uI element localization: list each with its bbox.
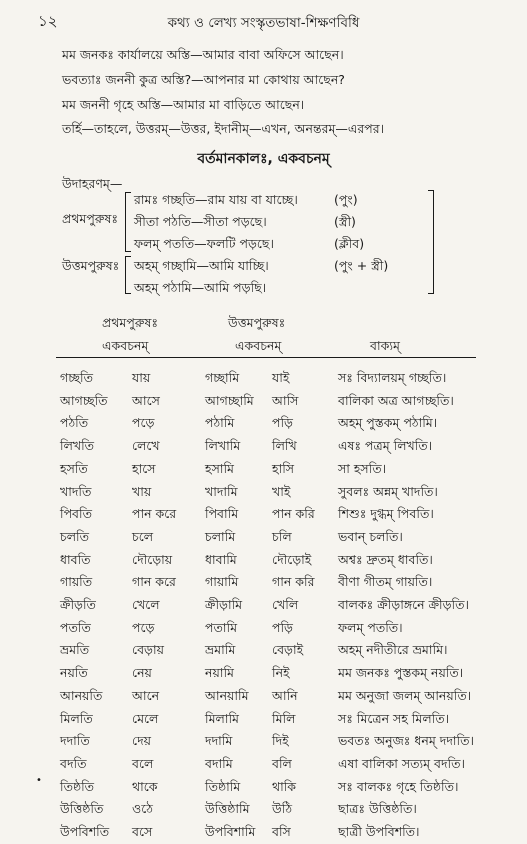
- word-uttama: আনয়ামি: [205, 687, 249, 703]
- word-uttama: উত্তিষ্ঠামি: [205, 801, 250, 817]
- page-number: ১২: [38, 12, 58, 30]
- example-sentence: সীতা পঠতি—সীতা পড়ছে।: [134, 214, 267, 229]
- gender-tag: (পুং + স্ত্রী): [334, 258, 389, 273]
- meaning-prathama: পড়ে: [132, 619, 155, 635]
- word-prathama: উত্তিষ্ঠতি: [60, 801, 104, 817]
- word-prathama: বদতি: [60, 755, 87, 771]
- word-prathama: উপবিশতি: [60, 824, 110, 839]
- meaning-uttama: নিই: [272, 665, 290, 681]
- sub-header: একবচনম্: [102, 338, 149, 353]
- meaning-prathama: থাকে: [132, 778, 158, 794]
- meaning-uttama: বেড়াই: [272, 642, 304, 658]
- word-uttama: নয়ামি: [205, 665, 234, 681]
- group-header-prathama: প্রথমপুরুষঃ: [102, 315, 158, 330]
- meaning-uttama: হাসি: [272, 460, 295, 476]
- sentence: অহম্ পুস্তকম্ পঠামি।: [338, 415, 438, 431]
- word-prathama: চলতি: [60, 528, 90, 544]
- running-header: কথ্য ও লেখ্য সংস্কৃতভাষা-শিক্ষণবিধি: [167, 15, 360, 31]
- sentence: ফলম্ পততি।: [338, 619, 403, 635]
- sentence: সঃ মিত্রেন সহ মিলতি।: [338, 710, 450, 726]
- examples-label: উদাহরণম্—: [62, 176, 123, 191]
- meaning-prathama: ওঠে: [132, 801, 153, 817]
- intro-line: তর্হি—তাহলে, উত্তরম্—উত্তর, ইদানীম্—এখন, অনন্তরম্—এরপর।: [62, 121, 385, 136]
- sentence: ভবান্ চলতি।: [338, 528, 403, 544]
- meaning-uttama: পান করি: [272, 506, 315, 522]
- word-prathama: নয়তি: [60, 665, 88, 681]
- word-uttama: খাদামি: [205, 483, 238, 499]
- word-uttama: পিবামি: [205, 506, 239, 522]
- uttama-label: উত্তমপুরুষঃ: [62, 258, 120, 273]
- word-prathama: হসতি: [60, 460, 88, 476]
- meaning-prathama: চলে: [132, 528, 154, 544]
- word-uttama: মিলামি: [205, 710, 239, 726]
- word-uttama: বদামি: [205, 755, 233, 771]
- meaning-uttama: চলি: [272, 528, 292, 544]
- word-uttama: লিখামি: [205, 438, 241, 454]
- group-header-uttama: উত্তমপুরুষঃ: [228, 315, 286, 330]
- meaning-uttama: আনি: [272, 687, 298, 703]
- example-sentence: ফলম্ পততি—ফলটি পড়ছে।: [134, 236, 274, 251]
- word-prathama: আনয়তি: [60, 687, 103, 703]
- word-uttama: তিষ্ঠামি: [205, 778, 241, 794]
- meaning-prathama: বেড়ায়: [132, 642, 164, 658]
- meaning-prathama: আসে: [132, 392, 160, 408]
- meaning-prathama: বসে: [132, 824, 153, 839]
- meaning-uttama: গান করি: [272, 574, 315, 590]
- gender-tag: (পুং): [334, 192, 358, 207]
- meaning-prathama: হাসে: [132, 460, 156, 476]
- sub-header: বাক্যম্: [370, 338, 400, 353]
- word-prathama: লিখতি: [60, 438, 95, 454]
- header-rule: [56, 357, 476, 358]
- meaning-uttama: খাই: [272, 483, 291, 499]
- meaning-prathama: বলে: [132, 755, 154, 771]
- meaning-prathama: নেয়: [132, 665, 152, 681]
- word-uttama: দদামি: [205, 733, 233, 749]
- sentence: অহম্ নদীতীরে ভ্রমামি।: [338, 642, 448, 658]
- meaning-prathama: লেখে: [132, 438, 160, 454]
- word-prathama: গায়তি: [60, 574, 93, 590]
- sentence: শিশুঃ দুগ্ধম্ পিবতি।: [338, 506, 434, 522]
- word-uttama: পতামি: [205, 619, 238, 635]
- word-prathama: ভ্রমতি: [60, 642, 90, 658]
- meaning-prathama: মেলে: [132, 710, 159, 726]
- word-prathama: ক্রীড়তি: [60, 597, 96, 612]
- word-prathama: মিলতি: [60, 710, 93, 726]
- word-prathama: দদাতি: [60, 733, 90, 749]
- meaning-uttama: পড়ি: [272, 415, 293, 431]
- left-bracket: [125, 256, 131, 294]
- meaning-prathama: খায়: [132, 483, 152, 499]
- gender-tag: (ক্লীব): [334, 236, 365, 251]
- example-sentence: অহম্ গচ্ছামি—আমি যাচ্ছি।: [134, 258, 269, 273]
- word-uttama: ক্রীড়ামি: [205, 597, 243, 612]
- sentence: সঃ বিদ্যালয়ম্ গচ্ছতি।: [338, 370, 447, 385]
- word-prathama: খাদতি: [60, 483, 92, 499]
- page-mark: •: [36, 775, 42, 786]
- meaning-prathama: পান করে: [132, 506, 177, 522]
- word-uttama: উপবিশামি: [205, 824, 256, 839]
- meaning-prathama: দেয়: [132, 733, 152, 749]
- meaning-prathama: গান করে: [132, 574, 176, 590]
- word-prathama: পততি: [60, 619, 91, 635]
- meaning-uttama: বলি: [272, 755, 292, 771]
- sentence: সা হসতি।: [338, 460, 387, 476]
- meaning-uttama: পড়ি: [272, 619, 293, 635]
- meaning-prathama: দৌড়োয়: [132, 551, 173, 567]
- sentence: সঃ বালকঃ গৃহে তিষ্ঠতি।: [338, 778, 459, 794]
- word-uttama: ভ্রমামি: [205, 642, 236, 658]
- word-prathama: পঠতি: [60, 415, 89, 431]
- sentence: এষঃ পত্রম্ লিখতি।: [338, 438, 433, 454]
- left-bracket: [125, 192, 131, 252]
- meaning-prathama: খেলে: [132, 597, 160, 612]
- meaning-prathama: পড়ে: [132, 415, 155, 431]
- sentence: বীণা গীতম্ গায়তি।: [338, 574, 433, 590]
- word-prathama: তিষ্ঠতি: [60, 778, 95, 794]
- meaning-uttama: থাকি: [272, 778, 297, 794]
- first-person-label: প্রথমপুরুষঃ: [62, 211, 118, 226]
- sentence: বালিকা অত্র আগচ্ছতি।: [338, 392, 454, 408]
- word-uttama: হসামি: [205, 460, 234, 476]
- meaning-uttama: মিলি: [272, 710, 296, 726]
- example-sentence: অহম্ পঠামি—আমি পড়ছি।: [134, 280, 267, 295]
- word-uttama: পঠামি: [205, 415, 235, 431]
- meaning-uttama: বসি: [272, 824, 291, 839]
- sentence: বালকঃ ক্রীড়াঙ্গনে ক্রীড়তি।: [338, 597, 469, 612]
- meaning-uttama: খেলি: [272, 597, 299, 612]
- meaning-prathama: যায়: [132, 370, 151, 385]
- section-title: বর্তমানকালঃ, একবচনম্: [197, 151, 330, 167]
- intro-line: ভবত্যাঃ জননী কুত্র অস্তি?—আপনার মা কোথায় আছেন?: [62, 72, 345, 87]
- sentence: ছাত্রঃ উত্তিষ্ঠতি।: [338, 801, 417, 817]
- word-uttama: চলামি: [205, 528, 236, 544]
- sentence: মম অনুজা জলম্ আনয়তি।: [338, 687, 472, 703]
- sentence: ছাত্রী উপবিশতি।: [338, 824, 420, 839]
- word-uttama: গচ্ছামি: [205, 370, 240, 385]
- meaning-uttama: লিখি: [272, 438, 297, 454]
- meaning-uttama: দিই: [272, 733, 289, 749]
- intro-line: মম জননী গৃহে অস্তি—আমার মা বাড়িতে আছেন।: [62, 97, 305, 112]
- meaning-prathama: আনে: [132, 687, 160, 703]
- word-uttama: ধাবামি: [205, 551, 237, 567]
- sentence: অশ্বঃ দ্রুতম্ ধাবতি।: [338, 551, 433, 567]
- sentence: সুবলঃ অন্নম্ খাদতি।: [338, 483, 438, 499]
- word-prathama: আগচ্ছতি: [60, 392, 108, 408]
- sentence: ভবতঃ অনুজঃ ধনম্ দদাতি।: [338, 733, 474, 749]
- word-uttama: গায়ামি: [205, 574, 239, 590]
- word-prathama: পিবতি: [60, 506, 92, 522]
- example-sentence: রামঃ গচ্ছতি—রাম যায় বা যাচ্ছে।: [134, 192, 298, 207]
- meaning-uttama: যাই: [272, 370, 290, 385]
- word-prathama: ধাবতি: [60, 551, 91, 567]
- intro-line: মম জনকঃ কার্যালয়ে অস্তি—আমার বাবা অফিসে আছেন।: [62, 47, 344, 62]
- word-uttama: আগচ্ছামি: [205, 392, 254, 408]
- right-bracket: [428, 190, 434, 294]
- sentence: এষা বালিকা সত্যম্ বদতি।: [338, 755, 465, 771]
- sentence: মম জনকঃ পুস্তকম্ নয়তি।: [338, 665, 464, 681]
- sub-header: একবচনম্: [235, 338, 282, 353]
- meaning-uttama: উঠি: [272, 801, 292, 817]
- word-prathama: গচ্ছতি: [60, 370, 93, 385]
- meaning-uttama: আসি: [272, 392, 299, 408]
- meaning-uttama: দৌড়োই: [272, 551, 312, 567]
- gender-tag: (স্ত্রী): [334, 214, 356, 229]
